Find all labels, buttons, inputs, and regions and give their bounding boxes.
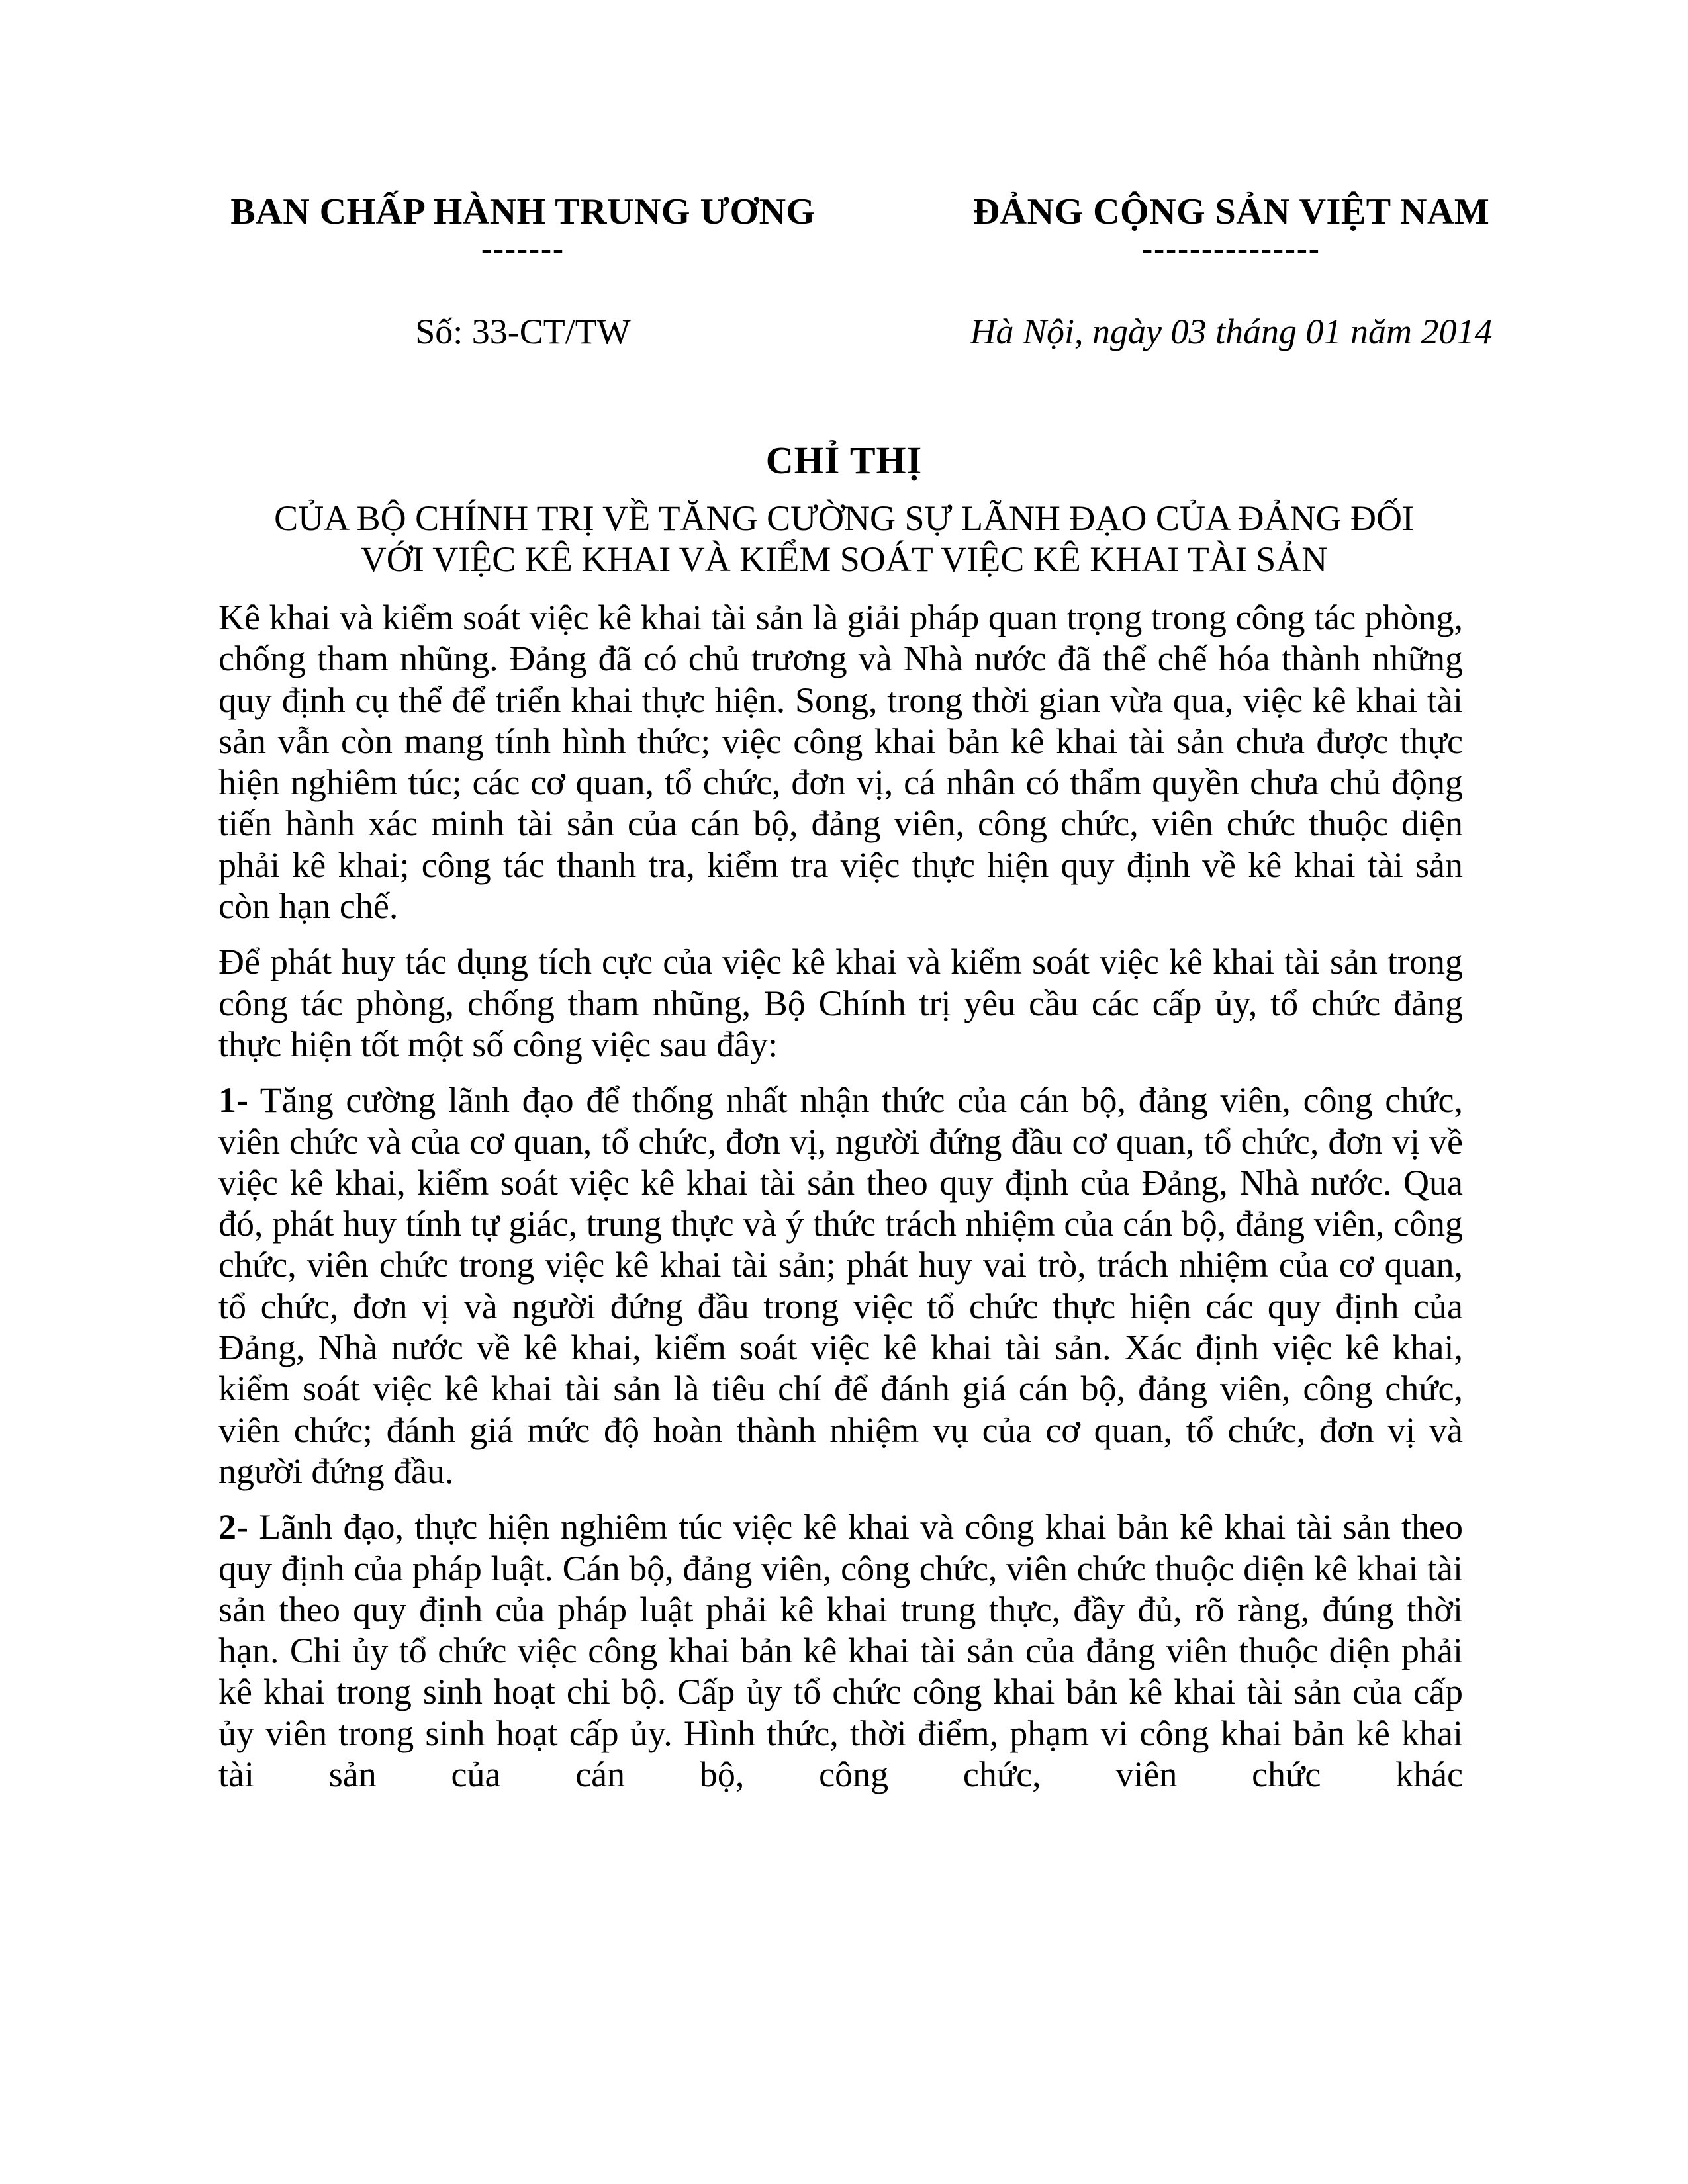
issuer-name: BAN CHẤP HÀNH TRUNG ƯƠNG xyxy=(230,191,816,232)
document-title: CHỈ THỊ xyxy=(765,439,923,482)
document-body xyxy=(218,597,1463,1809)
item-2-text: Lãnh đạo, thực hiện nghiêm túc việc kê khai và công khai bản kê khai tài sản theo quy định của pháp luật. Cán bộ, đảng viên, công chức, viên chức thuộc diện kê khai tài sản theo quy định của pháp luật phải kê khai trung thực, đầy đủ, rõ ràng, đúng thời hạn. Chi ủy tổ chức việc công khai bản kê khai tài sản của đảng viên thuộc diện phải kê khai trong sinh hoạt chi bộ. Cấp ủy tổ chức công khai bản kê khai tài sản của cấp ủy viên trong sinh hoạt cấp ủy. Hình thức, thời điểm, phạm vi công khai bản kê khai tài sản của cán bộ, công chức, viên chức khác xyxy=(218,1507,1464,1795)
document-subtitle xyxy=(199,498,1489,580)
party-rule: --------------- xyxy=(1142,231,1321,266)
issuer-rule: ------- xyxy=(481,231,565,266)
subtitle-line-1: CỦA BỘ CHÍNH TRỊ VỀ TĂNG CƯỜNG SỰ LÃNH ĐẠO CỦA ĐẢNG ĐỐI xyxy=(274,498,1414,538)
issuer-block xyxy=(199,193,847,265)
party-name: ĐẢNG CỘNG SẢN VIỆT NAM xyxy=(972,191,1490,232)
item-1-number: 1- xyxy=(218,1080,248,1120)
party-block xyxy=(940,193,1523,265)
subtitle-line-2: VỚI VIỆC KÊ KHAI VÀ KIỂM SOÁT VIỆC KÊ KHAI TÀI SẢN xyxy=(360,539,1328,579)
document-date: Hà Nội, ngày 03 tháng 01 năm 2014 xyxy=(970,312,1493,351)
item-1-paragraph xyxy=(218,1079,1463,1492)
item-2-paragraph xyxy=(218,1506,1463,1795)
item-1-text: Tăng cường lãnh đạo để thống nhất nhận thức của cán bộ, đảng viên, công chức, viên chức và của cơ quan, tổ chức, đơn vị, người đứng đầu cơ quan, tổ chức, đơn vị về việc kê khai, kiểm soát việc kê khai tài sản theo quy định của Đảng, Nhà nước. Qua đó, phát huy tính tự giác, trung thực và ý thức trách nhiệm của cán bộ, đảng viên, công chức, viên chức trong việc kê khai tài sản; phát huy vai trò, trách nhiệm của cơ quan, tổ chức, đơn vị và người đứng đầu trong việc tổ chức thực hiện các quy định của Đảng, Nhà nước về kê khai, kiểm soát việc kê khai tài sản. Xác định việc kê khai, kiểm soát việc kê khai tài sản là tiêu chí để đánh giá cán bộ, đảng viên, công chức, viên chức; đánh giá mức độ hoàn thành nhiệm vụ của cơ quan, tổ chức, đơn vị và người đứng đầu. xyxy=(218,1080,1464,1491)
document-number: Số: 33-CT/TW xyxy=(415,312,631,351)
request-paragraph: Để phát huy tác dụng tích cực của việc kê khai và kiểm soát việc kê khai tài sản trong công tác phòng, chống tham nhũng, Bộ Chính trị yêu cầu các cấp ủy, tổ chức đảng thực hiện tốt một số công việc sau đây: xyxy=(218,942,1463,1064)
intro-paragraph: Kê khai và kiểm soát việc kê khai tài sản là giải pháp quan trọng trong công tác phòng, chống tham nhũng. Đảng đã có chủ trương và Nhà nước đã thể chế hóa thành những quy định cụ thể để triển khai thực hiện. Song, trong thời gian vừa qua, việc kê khai tài sản vẫn còn mang tính hình thức; việc công khai bản kê khai tài sản chưa được thực hiện nghiêm túc; các cơ quan, tổ chức, đơn vị, cá nhân có thẩm quyền chưa chủ động tiến hành xác minh tài sản của cán bộ, đảng viên, công chức, viên chức thuộc diện phải kê khai; công tác thanh tra, kiểm tra việc thực hiện quy định về kê khai tài sản còn hạn chế. xyxy=(218,598,1463,927)
item-2-number: 2- xyxy=(218,1507,248,1547)
